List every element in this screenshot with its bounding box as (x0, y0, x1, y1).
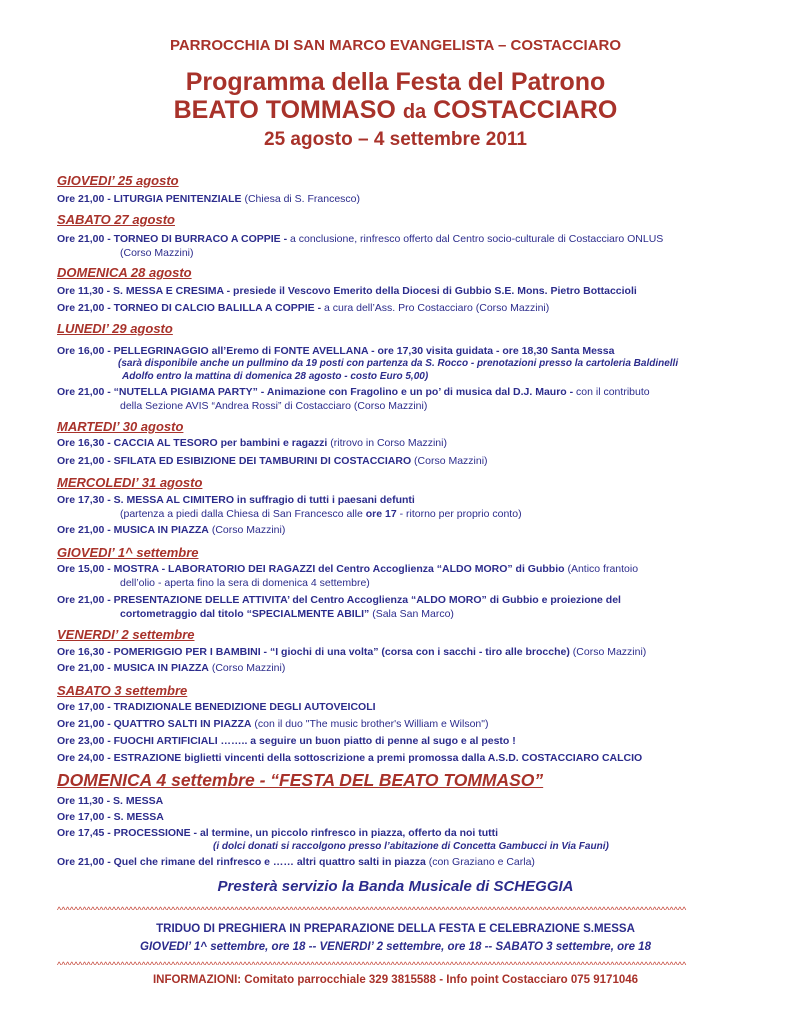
triduo-dates: GIOVEDI’ 1^ settembre, ore 18 -- VENERDI’ 2 settembre, ore 18 -- SABATO 3 settembre, ore 18 (140, 941, 651, 953)
event-line (57, 795, 163, 807)
event-line (57, 827, 498, 839)
main-day-heading: DOMENICA 4 settembre - “FESTA DEL BEATO TOMMASO” (57, 770, 544, 790)
event-line (57, 735, 516, 747)
event-note: (con Graziano e Carla) (425, 856, 535, 868)
event-line (57, 455, 488, 467)
event-note: (Corso Mazzini) (120, 247, 194, 259)
event-note: Adolfo entro la mattina di domenica 28 agosto - costo Euro 5,00) (122, 371, 429, 382)
event-line (57, 646, 646, 658)
event-title: Ore 17,00 - S. MESSA (57, 811, 164, 823)
day-heading: GIOVEDI’ 25 agosto (57, 173, 179, 188)
event-note: (Sala San Marco) (369, 608, 454, 620)
event-title: Ore 21,00 - LITURGIA PENITENZIALE (57, 193, 242, 205)
event-note: (Corso Mazzini) (208, 524, 286, 536)
event-title: Ore 15,00 - MOSTRA - LABORATORIO DEI RAGAZZI del Centro Accoglienza “ALDO MORO” di Gubbio (57, 563, 565, 575)
event-line (57, 811, 164, 823)
title-part: da (402, 101, 427, 123)
day-heading: VENERDI’ 2 settembre (57, 627, 195, 642)
day-heading: LUNEDI’ 29 agosto (57, 321, 173, 336)
event-title: Ore 21,00 - QUATTRO SALTI IN PIAZZA (57, 718, 252, 730)
event-line (57, 302, 549, 314)
event-line (57, 386, 650, 398)
event-title: Ore 17,00 - TRADIZIONALE BENEDIZIONE DEGLI AUTOVEICOLI (57, 701, 376, 713)
event-line (57, 233, 663, 245)
event-note: a cura dell’Ass. Pro Costacciaro (Corso Mazzini) (321, 302, 550, 314)
day-heading: MARTEDI’ 30 agosto (57, 419, 184, 434)
event-note: (con il duo "The music brother's William e Wilson") (251, 718, 489, 730)
day-heading: GIOVEDI’ 1^ settembre (57, 545, 199, 560)
event-line (57, 662, 285, 674)
band-notice: Presterà servizio la Banda Musicale di SCHEGGIA (217, 878, 574, 895)
parish-heading: PARROCCHIA DI SAN MARCO EVANGELISTA – COSTACCIARO (169, 37, 622, 54)
event-note: (Antico frantoio (564, 563, 639, 575)
contact-info: INFORMAZIONI: Comitato parrocchiale 329 3815588 - Info point Costacciaro 075 9171046 (152, 974, 639, 986)
festival-dates: 25 agosto – 4 settembre 2011 (264, 129, 527, 150)
event-title: Ore 21,00 - TORNEO DI BURRACO A COPPIE - (57, 233, 288, 245)
event-title: Ore 23,00 - FUOCHI ARTIFICIALI …….. a seguire un buon piatto di penne al sugo e al pesto ! (57, 735, 516, 747)
triduo-heading: TRIDUO DI PREGHIERA IN PREPARAZIONE DELLA FESTA E CELEBRAZIONE S.MESSA (156, 923, 635, 935)
event-line (120, 247, 194, 259)
event-note: (Corso Mazzini) (569, 646, 647, 658)
event-line (57, 701, 376, 713)
event-line (120, 577, 370, 589)
event-title: Ore 21,00 - PRESENTAZIONE DELLE ATTIVITA’ del Centro Accoglienza “ALDO MORO” di Gubbio e proiezione del (57, 594, 621, 606)
event-line (57, 752, 642, 764)
event-title: Ore 21,00 - SFILATA ED ESIBIZIONE DEI TAMBURINI DI COSTACCIARO (57, 455, 412, 467)
title-part: COSTACCIARO (426, 96, 618, 124)
day-heading: SABATO 3 settembre (57, 683, 188, 698)
event-title: cortometraggio dal titolo “SPECIALMENTE ABILI” (120, 608, 370, 620)
day-heading: DOMENICA 28 agosto (57, 265, 192, 280)
event-title: Ore 11,30 - S. MESSA E CRESIMA - presiede il Vescovo Emerito della Diocesi di Gubbio S.E. Mons. Pietro Bottaccioli (57, 285, 637, 297)
event-title: Ore 17,45 - PROCESSIONE - al termine, un piccolo rinfresco in piazza, offerto da noi tutti (57, 827, 499, 839)
event-line (57, 437, 447, 449)
event-title: Ore 21,00 - MUSICA IN PIAZZA (57, 662, 209, 674)
event-line (57, 594, 621, 606)
event-line (120, 508, 522, 520)
day-heading: MERCOLEDI’ 31 agosto (57, 475, 203, 490)
event-note: a conclusione, rinfresco offerto dal Centro socio-culturale di Costacciaro ONLUS (287, 233, 664, 245)
event-title: Ore 24,00 - ESTRAZIONE biglietti vincenti della sottoscrizione a premi promossa dalla A.S.D. COSTACCIARO CALCIO (57, 752, 643, 764)
page-title-saint (0, 96, 791, 125)
event-title: Ore 16,30 - CACCIA AL TESORO per bambini e ragazzi (57, 437, 328, 449)
event-note: (Corso Mazzini) (411, 455, 488, 467)
event-note: (sarà disponibile anche un pullmino da 19 posti con partenza da S. Rocco - prenotazioni presso la cartoleria Baldinelli (118, 358, 679, 369)
event-note: (ritrovo in Corso Mazzini) (327, 437, 447, 449)
event-title: Ore 21,00 - TORNEO DI CALCIO BALILLA A COPPIE - (57, 302, 322, 314)
title-part: BEATO TOMMASO (173, 96, 403, 124)
event-title: Ore 21,00 - Quel che rimane del rinfresco e …… altri quattro salti in piazza (57, 856, 426, 868)
event-title: Ore 16,30 - POMERIGGIO PER I BAMBINI - “I giochi di una volta” (corsa con i sacchi - tiro alle brocche) (57, 646, 570, 658)
event-note: (partenza a piedi dalla Chiesa di San Francesco alle (120, 508, 366, 520)
event-line (120, 400, 427, 412)
event-title: Ore 21,00 - “NUTELLA PIGIAMA PARTY” - Animazione con Fragolino e un po’ di musica dal D.J. Mauro - (57, 386, 574, 398)
event-title: Ore 16,00 - PELLEGRINAGGIO all’Eremo di FONTE AVELLANA - ore 17,30 visita guidata - ore 18,30 Santa Messa (57, 345, 615, 357)
event-note: della Sezione AVIS “Andrea Rossi” di Costacciaro (Corso Mazzini) (120, 400, 428, 412)
event-time: ore 17 (365, 508, 397, 520)
event-line (57, 563, 638, 575)
caret-divider: ^^^^^^^^^^^^^^^^^^^^^^^^^^^^^^^^^^^^^^^^^^^^^^^^^^^^^^^^^^^^^^^^^^^^^^^^^^^^^^^^^^^^^^^^^^^^^^^^^^^^^^^^^^^^^^^^^^^^^^^^^^^^^^^^^^^^^^^^^^^^^^^^^^^^^ (57, 960, 687, 970)
event-line (57, 285, 637, 297)
caret-divider: ^^^^^^^^^^^^^^^^^^^^^^^^^^^^^^^^^^^^^^^^^^^^^^^^^^^^^^^^^^^^^^^^^^^^^^^^^^^^^^^^^^^^^^^^^^^^^^^^^^^^^^^^^^^^^^^^^^^^^^^^^^^^^^^^^^^^^^^^^^^^^^^^^^^^^ (57, 905, 687, 915)
event-note: - ritorno per proprio conto) (396, 508, 522, 520)
event-title: Ore 17,30 - S. MESSA AL CIMITERO in suffragio di tutti i paesani defunti (57, 494, 415, 506)
event-line (57, 345, 614, 357)
page-title: Programma della Festa del Patrono (185, 68, 606, 96)
event-note: (Chiesa di S. Francesco) (241, 193, 361, 205)
event-note: con il contributo (573, 386, 650, 398)
event-note: (Corso Mazzini) (208, 662, 286, 674)
event-line (57, 494, 415, 506)
event-line (57, 193, 360, 205)
event-line (57, 524, 285, 536)
event-line (57, 856, 535, 868)
event-title: Ore 11,30 - S. MESSA (57, 795, 164, 807)
event-line (120, 608, 454, 620)
event-title: Ore 21,00 - MUSICA IN PIAZZA (57, 524, 209, 536)
event-note: dell’olio - aperta fino la sera di domenica 4 settembre) (120, 577, 370, 589)
event-line (57, 718, 489, 730)
event-note: (i dolci donati si raccolgono presso l’abitazione di Concetta Gambucci in Via Fauni) (213, 841, 609, 852)
day-heading: SABATO 27 agosto (57, 212, 175, 227)
